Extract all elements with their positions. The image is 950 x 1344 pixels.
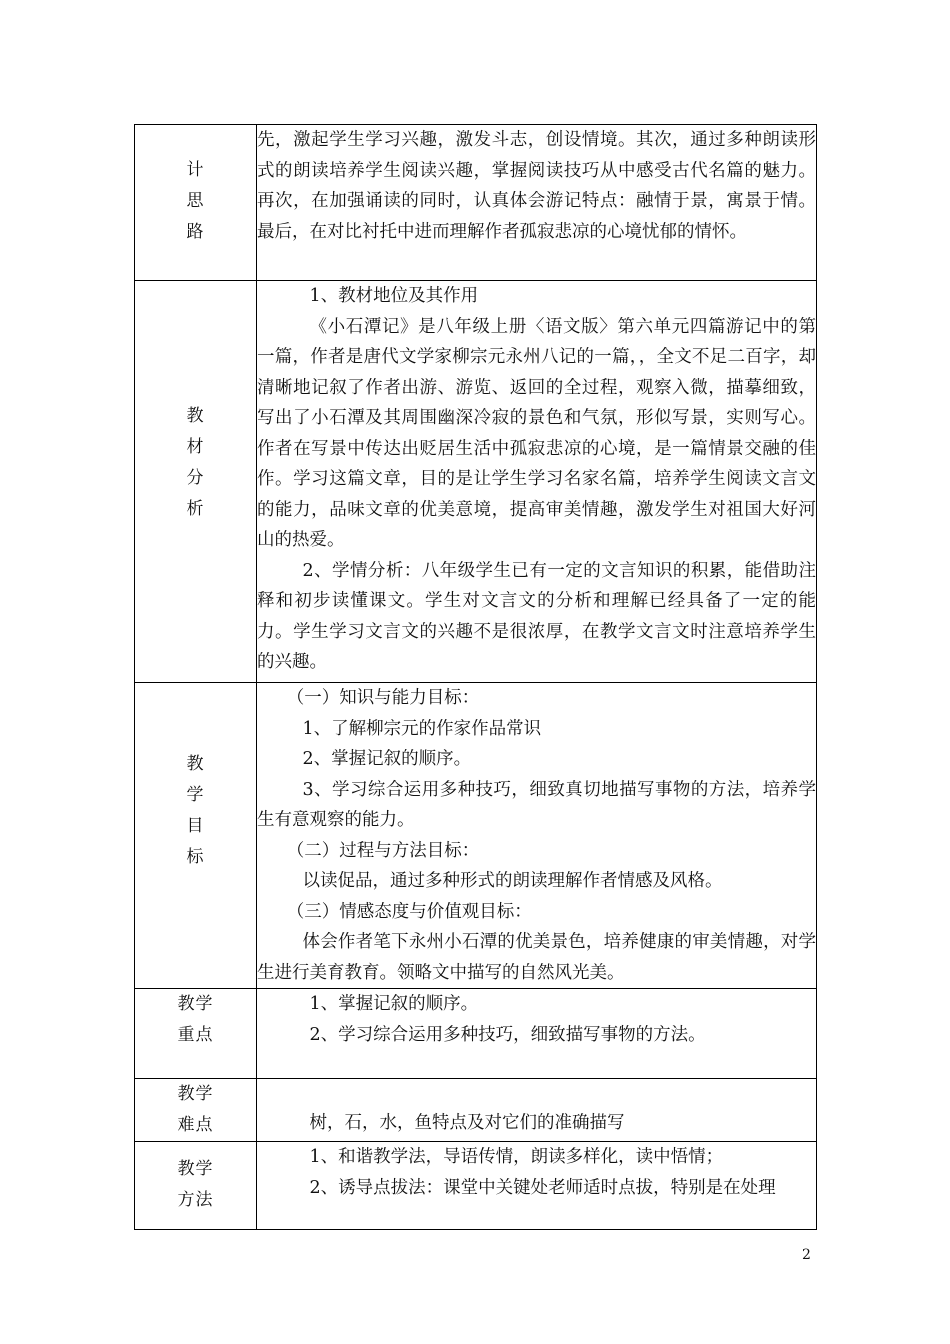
objective-item-1: 1、了解柳宗元的作家作品常识 <box>302 718 542 739</box>
material-row <box>135 281 817 683</box>
objectives-content-cell <box>257 683 817 989</box>
material-heading: 1、教材地位及其作用 <box>309 286 479 306</box>
objective-heading-process: （二）过程与方法目标： <box>286 840 480 861</box>
methods-content-cell <box>257 1142 817 1230</box>
difficulty-text: 树，石，水，鱼特点及对它们的准确描写 <box>309 1113 625 1133</box>
material-label-cell <box>135 281 257 683</box>
difficulties-label: 教学 难点 <box>177 1084 214 1135</box>
lesson-plan-table <box>134 124 817 1230</box>
learner-analysis-paragraph: 2、学情分析：八年级学生已有一定的文言知识的积累，能借助注释和初步读懂课文。学生对文言文的分析和理解已经具备了一定的能力。学生学习文言文的兴趣不是很浓厚，在教学文言文时注意培养学生的兴趣。 <box>257 560 816 672</box>
method-item-1: 1、和谐教学法，导语传情，朗读多样化，读中悟情； <box>309 1147 724 1167</box>
objectives-label: 教 学 目 标 <box>186 754 205 867</box>
material-label: 教 材 分 析 <box>186 406 205 519</box>
keypoint-item-2: 2、学习综合运用多种技巧，细致描写事物的方法。 <box>309 1024 706 1045</box>
objective-emotion-text: 体会作者笔下永州小石潭的优美景色，培养健康的审美情趣，对学生进行美育教育。领略文中描写的自然风光美。 <box>257 932 816 983</box>
design-label: 计 思 路 <box>186 160 205 242</box>
methods-label-cell <box>135 1142 257 1230</box>
design-text: 先，激起学生学习兴趣，激发斗志，创设情境。其次，通过多种朗读形式的朗读培养学生阅读兴趣，掌握阅读技巧从中感受古代名篇的魅力。再次，在加强诵读的同时，认真体会游记特点：融情于景，寓景于情。最后，在对比衬托中进而理解作者孤寂悲凉的心境忧郁的情怀。 <box>257 130 816 242</box>
design-row <box>135 125 817 281</box>
objectives-row <box>135 683 817 989</box>
objective-item-2: 2、掌握记叙的顺序。 <box>302 749 472 769</box>
keypoints-content-cell <box>257 989 817 1079</box>
difficulties-content-cell <box>257 1079 817 1142</box>
material-paragraph: 《小石潭记》是八年级上册〈语文版〉第六单元四篇游记中的第一篇，作者是唐代文学家柳宗元永州八记的一篇，，全文不足二百字，却清晰地记叙了作者出游、游览、返回的全过程，观察入微，描摹细致，写出了小石潭及其周围幽深冷寂的景色和气氛，形似写景，实则写心。作者在写景中传达出贬居生活中孤寂悲凉的心境，是一篇情景交融的佳作。学习这篇文章，目的是让学生学习名家名篇，培养学生阅读文言文的能力，品味文章的优美意境，提高审美情趣，激发学生对祖国大好河山的热爱。 <box>257 316 816 550</box>
keypoint-item-1: 1、掌握记叙的顺序。 <box>309 994 479 1014</box>
design-label-cell <box>135 125 257 281</box>
objective-heading-knowledge: （一）知识与能力目标： <box>286 688 480 708</box>
method-item-2: 2、诱导点拔法：课堂中关键处老师适时点拔，特别是在处理 <box>309 1177 776 1198</box>
objective-process-text: 以读促品，通过多种形式的朗读理解作者情感及风格。 <box>302 871 723 891</box>
keypoints-label-cell <box>135 989 257 1079</box>
keypoints-row <box>135 989 817 1079</box>
difficulties-row <box>135 1079 817 1142</box>
objective-item-3: 3、学习综合运用多种技巧，细致真切地描写事物的方法，培养学生有意观察的能力。 <box>257 779 816 830</box>
methods-label: 教学 方法 <box>177 1159 214 1210</box>
design-content-cell <box>257 125 817 281</box>
objectives-label-cell <box>135 683 257 989</box>
page-number: 2 <box>802 1247 811 1263</box>
material-content-cell <box>257 281 817 683</box>
keypoints-label: 教学 重点 <box>177 994 214 1045</box>
objective-heading-emotion: （三）情感态度与价值观目标： <box>286 901 532 922</box>
difficulties-label-cell <box>135 1079 257 1142</box>
methods-row <box>135 1142 817 1230</box>
